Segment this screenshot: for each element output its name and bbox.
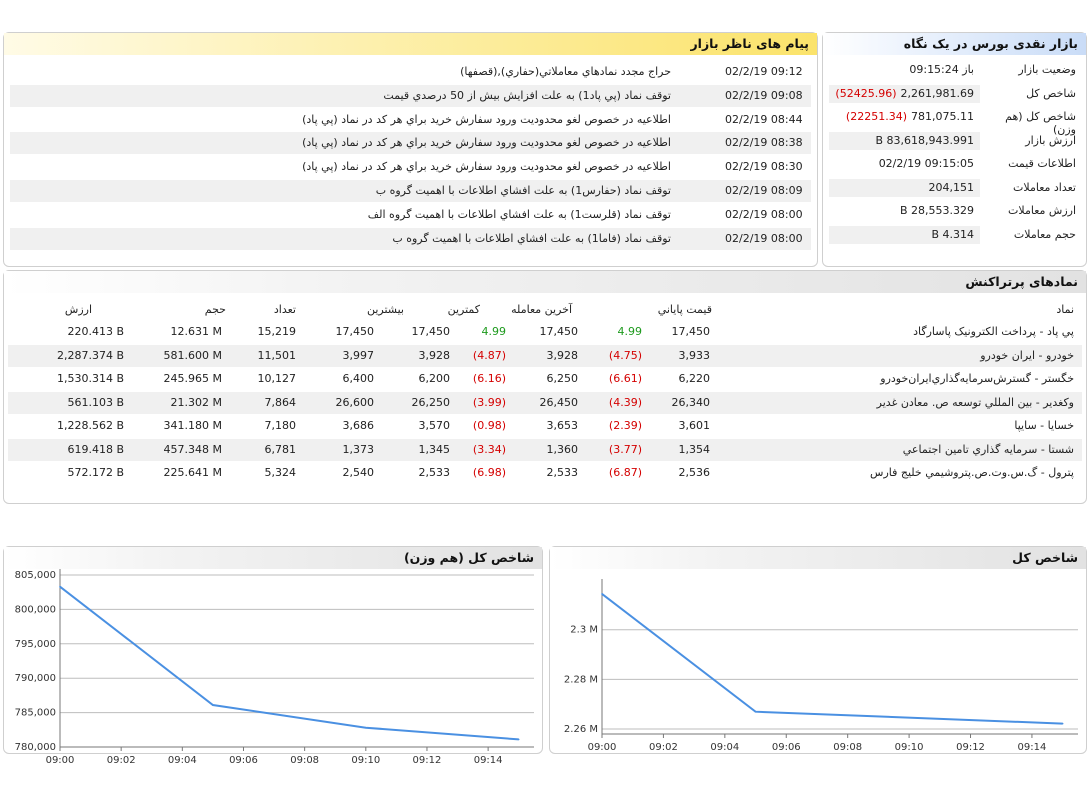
symbol-cell-last: 6,250 bbox=[546, 372, 578, 385]
symbol-row[interactable] bbox=[8, 415, 1082, 437]
y-tick-label: 805,000 bbox=[14, 570, 56, 581]
col-header-high[interactable]: بيشترين bbox=[366, 303, 404, 316]
message-time: 02/2/19 08:00 bbox=[725, 231, 803, 245]
symbol-cell-last: 3,928 bbox=[546, 348, 578, 362]
symbol-cell-low: 17,450 bbox=[411, 325, 450, 338]
most-traded-symbols-panel bbox=[3, 270, 1087, 504]
symbol-cell-last: 2,533 bbox=[546, 466, 578, 479]
message-text: توقف نماد (پي پاد1) به علت افزايش بيش از 50 درصدي قيمت bbox=[383, 88, 671, 102]
symbol-cell-count: 6,781 bbox=[264, 442, 296, 456]
symbol-cell-symbol[interactable]: خسايا - سايپا bbox=[1014, 419, 1074, 432]
summary-value bbox=[829, 132, 980, 150]
col-header-low[interactable]: کمترين bbox=[447, 303, 480, 316]
y-tick-label: 790,000 bbox=[14, 673, 56, 685]
summary-value-text: باز 09:15:24 bbox=[909, 63, 974, 76]
symbol-cell-volume: 21.302 M bbox=[170, 395, 222, 409]
symbol-cell-close: 3,933 bbox=[678, 348, 710, 362]
message-text: توقف نماد (فاما1) به علت افشاي اطلاعات با اهميت گروه ب bbox=[392, 231, 671, 245]
x-tick-label: 09:06 bbox=[771, 742, 801, 753]
symbol-cell-low: 6,200 bbox=[418, 372, 450, 385]
symbol-cell-low: 2,533 bbox=[418, 466, 450, 479]
summary-value bbox=[829, 155, 980, 173]
symbol-cell-volume: 225.641 M bbox=[163, 466, 222, 479]
most-traded-symbols-title: نمادهای پرتراکنش bbox=[4, 271, 1086, 293]
market-summary-row bbox=[829, 200, 1080, 222]
index-data-point bbox=[755, 711, 757, 713]
symbol-cell-last-chg: 4.99 bbox=[481, 325, 506, 338]
x-tick-label: 09:04 bbox=[167, 755, 197, 766]
summary-value bbox=[829, 226, 980, 244]
message-text: اطلاعيه در خصوص لغو محدوديت ورود سفارش خريد براي هر کد در نماد (پي پاد) bbox=[302, 136, 671, 150]
summary-change: (52425.96) bbox=[835, 86, 897, 100]
total-index-chart-title: شاخص کل bbox=[550, 547, 1086, 569]
market-summary-row bbox=[829, 224, 1080, 246]
symbol-cell-last-chg: (4.87) bbox=[472, 348, 506, 362]
market-summary-row bbox=[829, 59, 1080, 81]
y-tick-label: 2.3 M bbox=[570, 624, 598, 636]
summary-value-text: 83,618,943.991 B bbox=[875, 133, 974, 147]
symbol-cell-close-chg: (4.39) bbox=[608, 395, 642, 409]
weighted-index-chart-panel bbox=[3, 546, 543, 766]
index-data-point bbox=[212, 704, 214, 706]
symbol-cell-high: 3,686 bbox=[342, 419, 374, 432]
message-row[interactable] bbox=[10, 61, 811, 83]
x-tick-label: 09:02 bbox=[106, 755, 136, 766]
symbol-cell-volume: 457.348 M bbox=[163, 442, 222, 456]
x-tick-label: 09:04 bbox=[710, 742, 740, 753]
market-summary-row bbox=[829, 83, 1080, 105]
weighted-index-chart bbox=[4, 569, 542, 766]
symbols-table-header bbox=[8, 299, 1082, 321]
summary-label: ارزش بازار bbox=[1025, 133, 1076, 147]
y-tick-label: 795,000 bbox=[14, 638, 56, 650]
symbol-cell-close-chg: (6.87) bbox=[608, 466, 642, 479]
x-tick-label: 09:02 bbox=[649, 742, 678, 753]
symbol-row[interactable] bbox=[8, 321, 1082, 343]
market-summary-row bbox=[829, 106, 1080, 136]
market-summary-panel bbox=[822, 32, 1087, 267]
message-text: حراج مجدد نمادهاي معاملاتي(حفاري),(قصفها) bbox=[460, 65, 671, 78]
x-tick-label: 09:06 bbox=[229, 755, 258, 766]
message-time: 02/2/19 08:30 bbox=[725, 160, 803, 174]
message-row[interactable] bbox=[10, 180, 811, 202]
index-data-point bbox=[601, 593, 603, 595]
supervisor-messages-title: پیام های ناظر بازار bbox=[4, 33, 817, 55]
symbol-cell-symbol[interactable]: پترول - گ.س.وت.ص.پتروشيمي خليج فارس bbox=[870, 466, 1074, 479]
symbol-cell-volume: 245.965 M bbox=[163, 372, 222, 385]
summary-value bbox=[829, 85, 980, 103]
symbol-cell-high: 2,540 bbox=[342, 466, 374, 479]
summary-label: شاخص کل bbox=[1026, 86, 1076, 100]
symbol-cell-close: 26,340 bbox=[671, 395, 710, 409]
message-text: اطلاعيه در خصوص لغو محدوديت ورود سفارش خريد براي هر کد در نماد (پي پاد) bbox=[302, 160, 671, 174]
message-row[interactable] bbox=[10, 85, 811, 107]
x-tick-label: 09:08 bbox=[833, 742, 863, 753]
summary-label: حجم معاملات bbox=[1013, 227, 1076, 241]
summary-value-text: 2,261,981.69 bbox=[900, 86, 974, 100]
summary-label: اطلاعات قيمت bbox=[1008, 157, 1076, 170]
market-summary-title: بازار نقدی بورس در یک نگاه bbox=[823, 33, 1086, 55]
symbol-cell-symbol[interactable]: پي پاد - پرداخت الکترونيک پاسارگاد bbox=[913, 325, 1074, 338]
symbol-cell-last-chg: (3.34) bbox=[472, 442, 506, 456]
symbol-cell-high: 26,600 bbox=[335, 395, 374, 409]
symbol-cell-last-chg: (0.98) bbox=[472, 419, 506, 432]
message-time: 02/2/19 08:00 bbox=[725, 207, 803, 221]
market-summary-row bbox=[829, 177, 1080, 199]
x-tick-label: 09:14 bbox=[1017, 742, 1047, 753]
message-time: 02/2/19 08:44 bbox=[725, 112, 803, 126]
total-index-chart-panel bbox=[549, 546, 1087, 754]
summary-label: شاخص کل (هم وزن) bbox=[1005, 110, 1076, 136]
symbol-cell-count: 7,864 bbox=[264, 395, 296, 409]
message-row[interactable] bbox=[10, 204, 811, 226]
message-time: 02/2/19 09:12 bbox=[725, 65, 803, 78]
symbol-cell-last: 1,360 bbox=[546, 442, 578, 456]
symbol-cell-low: 1,345 bbox=[418, 442, 450, 456]
symbol-cell-symbol[interactable]: شستا - سرمايه گذاري تامين اجتماعي bbox=[902, 442, 1074, 456]
y-tick-label: 2.28 M bbox=[563, 674, 598, 686]
message-row[interactable] bbox=[10, 132, 811, 154]
symbol-row[interactable] bbox=[8, 392, 1082, 414]
col-header-value[interactable]: ارزش bbox=[64, 303, 92, 316]
symbol-cell-close-chg: (2.39) bbox=[608, 419, 642, 432]
symbol-cell-close-chg: 4.99 bbox=[617, 325, 642, 338]
x-tick-label: 09:12 bbox=[956, 742, 985, 753]
symbol-cell-last: 26,450 bbox=[539, 395, 578, 409]
symbol-cell-last: 17,450 bbox=[539, 325, 578, 338]
col-header-symbol[interactable]: نماد bbox=[1056, 303, 1074, 316]
col-header-last-trade[interactable]: آخرين معامله bbox=[511, 303, 572, 316]
symbol-cell-low: 26,250 bbox=[411, 395, 450, 409]
index-data-point bbox=[59, 586, 61, 588]
x-tick-label: 09:10 bbox=[894, 742, 924, 753]
message-row[interactable] bbox=[10, 228, 811, 250]
symbol-cell-close: 3,601 bbox=[678, 419, 710, 432]
symbol-cell-low: 3,928 bbox=[418, 348, 450, 362]
summary-label: ارزش معاملات bbox=[1008, 204, 1076, 217]
market-summary-row bbox=[829, 130, 1080, 152]
symbol-cell-volume: 341.180 M bbox=[163, 419, 222, 432]
x-tick-label: 09:10 bbox=[351, 755, 381, 766]
symbol-cell-last-chg: (3.99) bbox=[472, 395, 506, 409]
symbol-cell-close: 1,354 bbox=[678, 442, 710, 456]
symbol-cell-close-chg: (4.75) bbox=[608, 348, 642, 362]
total-index-chart bbox=[550, 569, 1086, 753]
symbol-cell-high: 1,373 bbox=[342, 442, 374, 456]
supervisor-messages-panel bbox=[3, 32, 818, 267]
symbol-cell-value: 1,530.314 B bbox=[56, 372, 124, 385]
y-tick-label: 800,000 bbox=[14, 604, 56, 616]
symbol-row[interactable] bbox=[8, 345, 1082, 367]
symbol-cell-high: 17,450 bbox=[335, 325, 374, 338]
symbol-cell-count: 15,219 bbox=[257, 325, 296, 338]
symbol-row[interactable] bbox=[8, 439, 1082, 461]
message-text: توقف نماد (حفارس1) به علت افشاي اطلاعات با اهميت گروه ب bbox=[375, 184, 671, 197]
summary-value-text: 204,151 bbox=[928, 180, 974, 194]
symbol-cell-count: 10,127 bbox=[257, 372, 296, 385]
message-row[interactable] bbox=[10, 156, 811, 178]
message-time: 02/2/19 08:09 bbox=[725, 184, 803, 197]
symbol-cell-volume: 581.600 M bbox=[163, 348, 222, 362]
message-row[interactable] bbox=[10, 109, 811, 131]
summary-change: (22251.34) bbox=[845, 110, 908, 123]
symbol-cell-count: 7,180 bbox=[264, 419, 296, 432]
col-header-count[interactable]: تعداد bbox=[273, 303, 296, 316]
y-tick-label: 780,000 bbox=[14, 742, 56, 753]
col-header-volume[interactable]: حجم bbox=[204, 303, 226, 316]
symbol-cell-last-chg: (6.98) bbox=[472, 466, 506, 479]
symbol-cell-value: 619.418 B bbox=[67, 442, 124, 456]
symbol-cell-symbol[interactable]: وکغدير - بين المللي توسعه ص. معادن غدير bbox=[876, 395, 1074, 409]
symbol-cell-value: 2,287.374 B bbox=[56, 348, 124, 362]
symbol-cell-close-chg: (3.77) bbox=[608, 442, 642, 456]
symbol-cell-value: 572.172 B bbox=[67, 466, 124, 479]
symbol-cell-symbol[interactable]: خگستر - گسترش‌سرمايه‌گذاري‌ايران‌خودرو bbox=[880, 372, 1074, 385]
message-text: توقف نماد (قلرست1) به علت افشاي اطلاعات با اهميت گروه الف bbox=[367, 207, 671, 221]
symbol-row[interactable] bbox=[8, 462, 1082, 484]
x-tick-label: 09:00 bbox=[45, 755, 75, 766]
index-data-point bbox=[1062, 723, 1064, 725]
message-time: 02/2/19 08:38 bbox=[725, 136, 803, 150]
symbol-cell-count: 5,324 bbox=[264, 466, 296, 479]
symbol-cell-last-chg: (6.16) bbox=[472, 372, 506, 385]
summary-label: تعداد معاملات bbox=[1013, 180, 1076, 194]
symbol-cell-symbol[interactable]: خودرو - ايران خودرو bbox=[980, 348, 1074, 362]
summary-value bbox=[829, 202, 980, 220]
symbol-cell-value: 220.413 B bbox=[67, 325, 124, 338]
summary-value bbox=[829, 61, 980, 79]
summary-value bbox=[829, 179, 980, 197]
y-tick-label: 2.26 M bbox=[563, 724, 598, 736]
x-tick-label: 09:14 bbox=[473, 755, 503, 766]
x-tick-label: 09:00 bbox=[587, 742, 617, 753]
message-text: اطلاعيه در خصوص لغو محدوديت ورود سفارش خريد براي هر کد در نماد (پي پاد) bbox=[302, 112, 671, 126]
weighted-index-chart-title: شاخص کل (هم وزن) bbox=[4, 547, 542, 569]
symbol-cell-value: 1,228.562 B bbox=[56, 419, 124, 432]
message-time: 02/2/19 09:08 bbox=[725, 88, 803, 102]
symbol-cell-high: 3,997 bbox=[342, 348, 374, 362]
market-summary-row bbox=[829, 153, 1080, 175]
summary-value-text: 781,075.11 bbox=[911, 110, 974, 123]
symbol-cell-close-chg: (6.61) bbox=[608, 372, 642, 385]
x-tick-label: 09:12 bbox=[412, 755, 442, 766]
summary-value-text: 4.314 B bbox=[931, 227, 974, 241]
summary-value bbox=[829, 108, 980, 126]
symbol-cell-count: 11,501 bbox=[257, 348, 296, 362]
index-series-line bbox=[602, 594, 1063, 724]
summary-label: وضعيت بازار bbox=[1018, 63, 1076, 76]
symbol-cell-low: 3,570 bbox=[418, 419, 450, 432]
symbol-cell-value: 561.103 B bbox=[67, 395, 124, 409]
symbol-cell-close: 2,536 bbox=[678, 466, 710, 479]
index-data-point bbox=[365, 727, 367, 729]
symbol-row[interactable] bbox=[8, 368, 1082, 390]
symbol-cell-volume: 12.631 M bbox=[170, 325, 222, 338]
symbol-cell-high: 6,400 bbox=[342, 372, 374, 385]
symbol-cell-last: 3,653 bbox=[546, 419, 578, 432]
summary-value-text: 09:15:05 02/2/19 bbox=[878, 157, 974, 170]
symbol-cell-close: 6,220 bbox=[678, 372, 710, 385]
col-header-close-price[interactable]: قيمت پاياني bbox=[657, 303, 712, 316]
symbol-cell-close: 17,450 bbox=[671, 325, 710, 338]
summary-value-text: 28,553.329 B bbox=[899, 204, 974, 217]
x-tick-label: 09:08 bbox=[290, 755, 320, 766]
y-tick-label: 785,000 bbox=[14, 707, 56, 719]
index-data-point bbox=[518, 739, 520, 741]
